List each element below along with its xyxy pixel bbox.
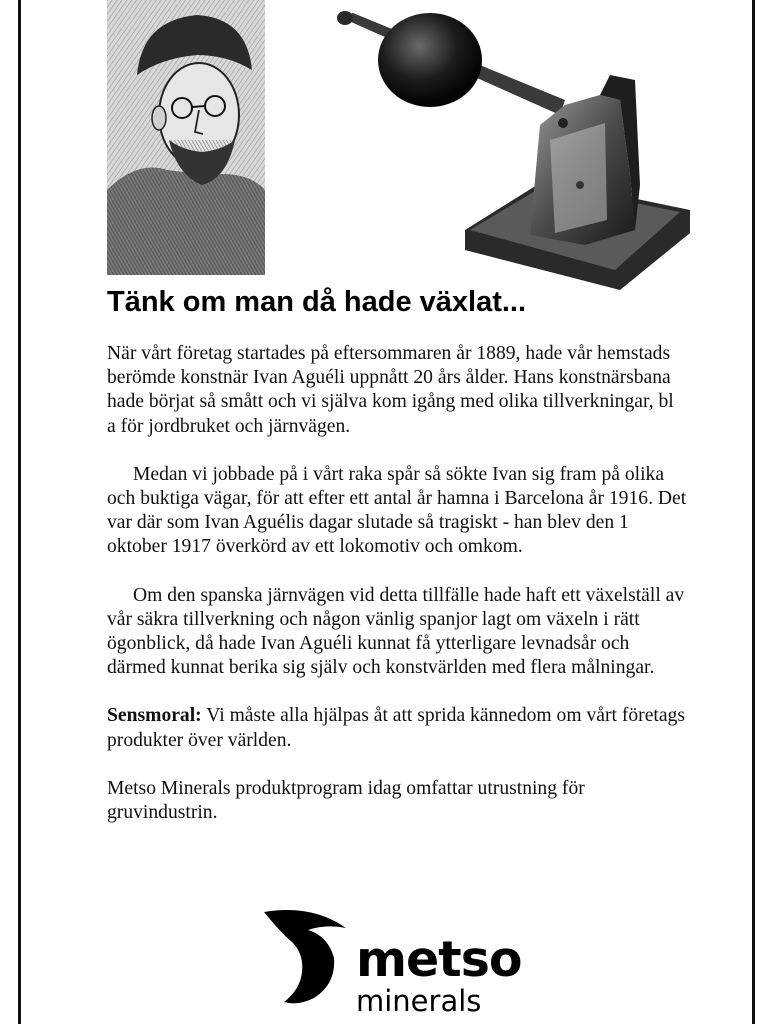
logo-subtitle: minerals <box>356 984 482 1018</box>
moral-label: Sensmoral: <box>107 705 202 727</box>
page-border-right <box>752 0 755 1024</box>
ad-body-text <box>107 342 687 849</box>
paragraph-closing: Metso Minerals produktprogram idag omfattar utrustning för gruvindustrin. <box>107 777 585 824</box>
paragraph-switch: Om den spanska järnvägen vid detta tillfälle hade haft ett växelställ av vår säkra tillverkning och någon vänlig spanjor lagt om växeln i rätt ögonblick, då hade Ivan Aguéli kunnat få ytterligare levnadsår och därmed kunnat berika sig själv och konstvärlden med flera målningar. <box>107 584 685 679</box>
paragraph-intro: När vårt företag startades på eftersommaren år 1889, hade vår hemstads berömde konstnär Ivan Aguéli uppnått 20 års ålder. Hans konstnärsbana hade börjat så smått och vi själva kom igång med olika tillverkningar, bl a för jordbruket och järnvägen. <box>107 343 674 437</box>
paragraph-barcelona: Medan vi jobbade på i vårt raka spår så sökte Ivan sig fram på olika och buktiga vägar, för att efter ett antal år hamna i Barcelona år 1916. Det var där som Ivan Aguélis dagar slutade så tragiskt - han blev den 1 oktober 1917 överkörd av ett lokomotiv och omkom. <box>107 463 687 558</box>
paragraph-moral <box>107 704 687 752</box>
logo-wordmark: metso <box>356 931 522 988</box>
metso-minerals-logo <box>262 906 542 1024</box>
artist-portrait-image <box>107 0 265 275</box>
moral-text: Vi måste alla hjälpas åt att sprida kännedom om vårt företags produkter över världen. <box>107 705 685 751</box>
metso-logo-mark-icon <box>262 906 354 1006</box>
headline: Tänk om man då hade växlat... <box>107 286 527 318</box>
railway-switch-stand-image <box>335 5 695 295</box>
page-border-left <box>18 0 21 1024</box>
